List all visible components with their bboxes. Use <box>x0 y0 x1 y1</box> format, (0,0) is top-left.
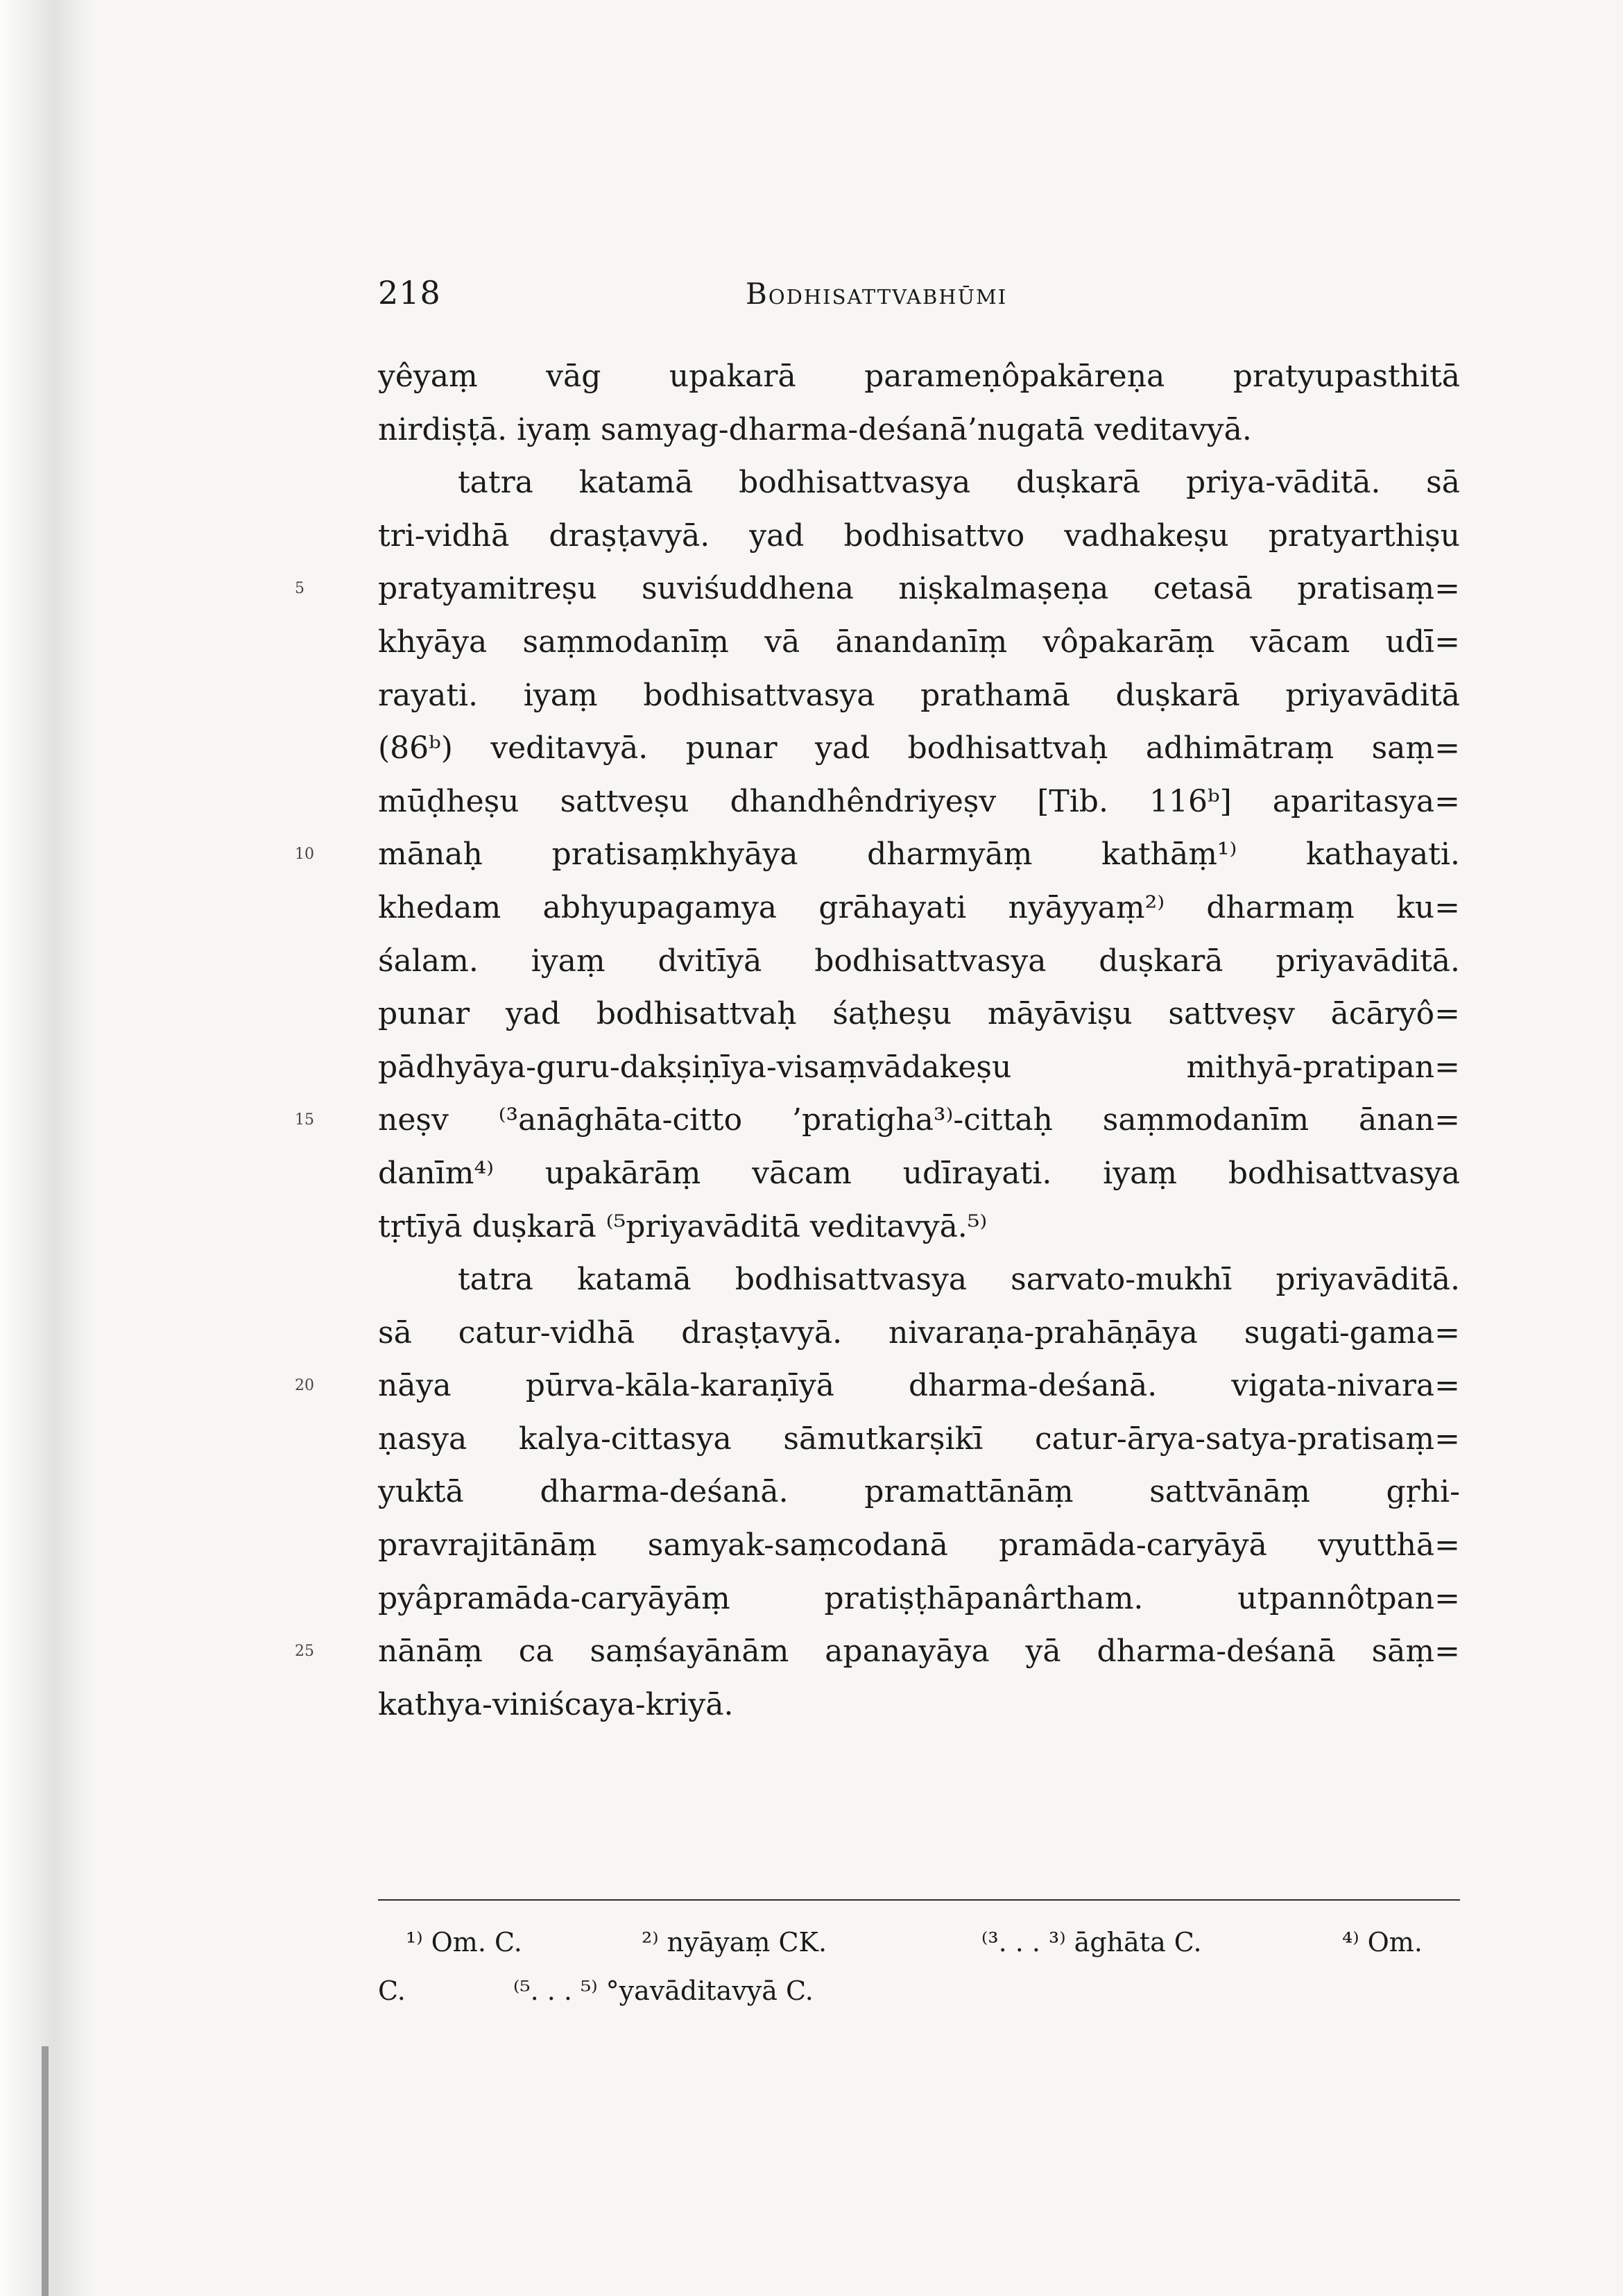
text-line <box>378 988 1460 1041</box>
line-text: śalam. iyaṃ dvitīyā bodhisattvasya duṣkarā priyavāditā. <box>378 943 1460 979</box>
text-line <box>295 1094 1460 1147</box>
line-text: nānāṃ ca saṃśayānām apanayāya yā dharma-deśanā sāṃ= <box>378 1634 1460 1670</box>
footnote-line <box>378 1918 1460 1967</box>
line-number: 5 <box>295 580 304 598</box>
footnote-4: ⁴⁾ Om. <box>1342 1927 1423 1957</box>
line-number: 20 <box>295 1377 314 1395</box>
text-line <box>378 616 1460 669</box>
line-text: mānaḥ pratisaṃkhyāya dharmyāṃ kathāṃ¹⁾ kathayati. <box>378 837 1460 873</box>
footnote-rule <box>378 1899 1460 1901</box>
text-line <box>378 1201 1460 1254</box>
footnote-4-continued: C. <box>378 1976 406 2006</box>
line-text: mūḍheṣu sattveṣu dhandhêndriyeṣv [Tib. 116ᵇ] aparitasya= <box>378 783 1460 819</box>
text-line <box>295 563 1460 616</box>
footnote-5: ⁽⁵. . . ⁵⁾ °yavāditavyā C. <box>513 1976 814 2006</box>
page-header <box>378 274 1460 316</box>
line-text: punar yad bodhisattvaḥ śaṭheṣu māyāviṣu sattveṣv ācāryô= <box>378 996 1460 1032</box>
binding-edge <box>42 2046 49 2296</box>
line-text: khedam abhyupagamya grāhayati nyāyyaṃ²⁾ dharmaṃ ku= <box>378 889 1460 925</box>
text-line <box>378 1466 1460 1519</box>
line-text: tṛtīyā duṣkarā ⁽⁵priyavāditā veditavyā.⁵⁾ <box>378 1208 988 1244</box>
text-line <box>378 935 1460 988</box>
line-text: nāya pūrva-kāla-karaṇīyā dharma-deśanā. vigata-nivara= <box>378 1368 1460 1404</box>
footnote-1: ¹⁾ Om. C. <box>406 1927 522 1957</box>
line-text: tatra katamā bodhisattvasya sarvato-mukhī priyavāditā. <box>458 1262 1460 1298</box>
footnote-3: ⁽³. . . ³⁾ āghāta C. <box>981 1927 1202 1957</box>
line-text: khyāya saṃmodanīṃ vā ānandanīṃ vôpakarāṃ vācam udī= <box>378 624 1460 660</box>
text-line <box>295 828 1460 882</box>
text-line <box>378 1147 1460 1201</box>
line-text: ṇasya kalya-cittasya sāmutkarṣikī catur-ārya-satya-pratisaṃ= <box>378 1421 1460 1457</box>
text-line <box>378 1413 1460 1466</box>
page-number: 218 <box>378 274 441 311</box>
line-text: yuktā dharma-deśanā. pramattānāṃ sattvānāṃ gṛhi- <box>378 1474 1460 1510</box>
text-line <box>295 1360 1460 1413</box>
text-line <box>378 1253 1460 1307</box>
text-line <box>378 776 1460 829</box>
text-line <box>378 722 1460 776</box>
line-number: 10 <box>295 846 314 864</box>
line-text: yêyaṃ vāg upakarā parameṇôpakāreṇa pratyupasthitā <box>378 359 1460 394</box>
line-text: pravrajitānāṃ samyak-saṃcodanā pramāda-caryāyā vyutthā= <box>378 1527 1460 1563</box>
line-text: pādhyāya-guru-dakṣiṇīya-visaṃvādakeṣu mithyā-pratipan= <box>378 1049 1460 1085</box>
line-text: pyâpramāda-caryāyāṃ pratiṣṭhāpanârtham. utpannôtpan= <box>378 1580 1460 1616</box>
footnotes <box>378 1918 1460 2015</box>
line-text: nirdiṣṭā. iyaṃ samyag-dharma-deśanā’nugatā veditavyā. <box>378 411 1252 447</box>
text-line <box>378 456 1460 510</box>
text-line <box>378 404 1460 457</box>
book-spine-shadow <box>0 0 90 2296</box>
line-text: kathya-viniścaya-kriyā. <box>378 1686 734 1722</box>
line-number: 15 <box>295 1111 314 1129</box>
line-text: tatra katamā bodhisattvasya duṣkarā priya-vāditā. sā <box>458 465 1460 501</box>
footnote-line <box>378 1967 1460 2015</box>
line-number: 25 <box>295 1643 314 1661</box>
text-line <box>378 1307 1460 1360</box>
text-line <box>378 669 1460 723</box>
main-text <box>295 350 1460 1731</box>
text-line <box>378 1679 1460 1732</box>
line-text: neṣv ⁽³anāghāta-citto ’pratigha³⁾-cittaḥ saṃmodanīm ānan= <box>378 1102 1460 1138</box>
line-text: (86ᵇ) veditavyā. punar yad bodhisattvaḥ adhimātraṃ saṃ= <box>378 730 1460 766</box>
text-line <box>378 1519 1460 1573</box>
line-text: danīm⁴⁾ upakārāṃ vācam udīrayati. iyaṃ bodhisattvasya <box>378 1155 1460 1191</box>
line-text: sā catur-vidhā draṣṭavyā. nivaraṇa-prahāṇāya sugati-gama= <box>378 1314 1460 1351</box>
line-text: tri-vidhā draṣṭavyā. yad bodhisattvo vadhakeṣu pratyarthiṣu <box>378 517 1460 554</box>
line-text: pratyamitreṣu suviśuddhena niṣkalmaṣeṇa cetasā pratisaṃ= <box>378 571 1460 607</box>
line-text: rayati. iyaṃ bodhisattvasya prathamā duṣkarā priyavāditā <box>378 677 1460 713</box>
text-line <box>378 1041 1460 1095</box>
text-line <box>378 882 1460 935</box>
text-line <box>295 1625 1460 1679</box>
text-line <box>378 1573 1460 1626</box>
text-line <box>378 510 1460 563</box>
footnote-2: ²⁾ nyāyaṃ CK. <box>642 1927 827 1957</box>
text-line <box>378 350 1460 404</box>
running-title: Bodhisattvabhūmi <box>746 277 1008 311</box>
